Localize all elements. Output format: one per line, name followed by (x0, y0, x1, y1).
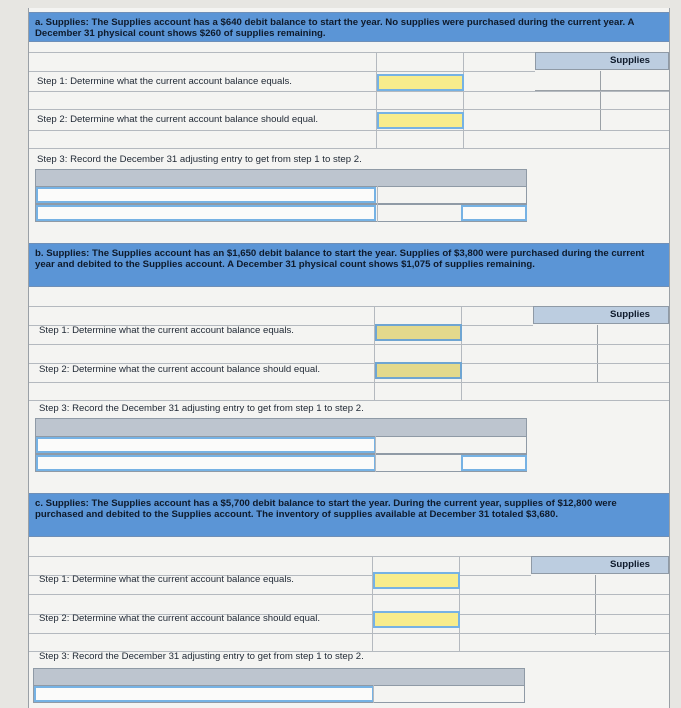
section-b-journal-account-input[interactable] (36, 455, 376, 471)
section-b-t-account-divider (597, 325, 598, 383)
gridline (29, 382, 669, 383)
section-b-header-text: b. Supplies: The Supplies account has an $1,650 debit balance to start the year. Supplies of $3,800 were purchased during the current year and debited to the Supplies account. A December 31 physical count shows $1,075 of supplies remaining. (35, 248, 645, 270)
section-b-step2-input[interactable] (375, 362, 462, 379)
section-c-step3-label: Step 3: Record the December 31 adjusting entry to get from step 1 to step 2. (39, 651, 364, 662)
section-a-step2-label: Step 2: Determine what the current account balance should equal. (37, 114, 319, 125)
gridline (29, 594, 669, 595)
section-a-journal-amount-input[interactable] (461, 205, 527, 221)
section-a-step2-input[interactable] (377, 112, 464, 129)
section-a-journal-account-input[interactable] (36, 205, 376, 221)
gridline (29, 109, 669, 110)
gridline (29, 633, 669, 634)
section-b-journal-amount-input[interactable] (461, 455, 527, 471)
gridline (459, 556, 460, 651)
gridline (373, 685, 374, 703)
section-a-step1-input[interactable] (377, 74, 464, 91)
section-b-journal-header (35, 418, 527, 437)
section-b-step2-label: Step 2: Determine what the current account balance should equal. (39, 364, 321, 375)
gridline (29, 71, 535, 72)
section-b-t-account-title (533, 306, 669, 324)
gridline (29, 91, 669, 92)
section-c-header (29, 493, 669, 537)
gridline (29, 148, 669, 149)
gridline (463, 52, 464, 148)
gridline (29, 306, 533, 307)
gridline (29, 52, 535, 53)
gridline (377, 186, 378, 222)
section-c-step2-input[interactable] (373, 611, 460, 628)
section-b-step1-input[interactable] (375, 324, 462, 341)
section-a-header (29, 12, 669, 42)
section-c-header-text: c. Supplies: The Supplies account has a $5,700 debit balance to start the year. During the current year, supplies of $12,800 were purchased and debited to the Supplies account. The inventory of supplies available at December 31 totaled $3,680. (35, 498, 617, 520)
section-a-step3-label: Step 3: Record the December 31 adjusting entry to get from step 1 to step 2. (37, 154, 362, 165)
section-c-step1-input[interactable] (373, 572, 460, 589)
section-a-t-account-divider (600, 71, 601, 131)
section-b-journal-account-input[interactable] (36, 437, 376, 453)
gridline (375, 436, 376, 472)
gridline (376, 52, 377, 148)
section-a-step1-label: Step 1: Determine what the current account balance equals. (37, 76, 292, 87)
worksheet (28, 8, 670, 708)
section-a-t-account-title (535, 52, 669, 70)
t-account-title-text: Supplies (610, 559, 650, 570)
gridline (29, 556, 531, 557)
section-a-journal-account-input[interactable] (36, 187, 376, 203)
gridline (29, 344, 669, 345)
gridline (29, 130, 669, 131)
section-c-step2-label: Step 2: Determine what the current account balance should equal. (39, 613, 321, 624)
section-b-step3-label: Step 3: Record the December 31 adjusting entry to get from step 1 to step 2. (39, 403, 364, 414)
gridline (374, 306, 375, 400)
t-account-title-text: Supplies (610, 55, 650, 66)
section-c-t-account-divider (595, 575, 596, 635)
section-b-header (29, 243, 669, 287)
gridline (372, 556, 373, 651)
gridline (461, 306, 462, 400)
section-c-step1-label: Step 1: Determine what the current account balance equals. (39, 574, 294, 585)
gridline (29, 400, 669, 401)
section-a-header-text: a. Supplies: The Supplies account has a $640 debit balance to start the year. No supplies were purchased during the current year. A December 31 physical count shows $260 of supplies remaining. (35, 17, 635, 39)
t-account-title-text: Supplies (610, 309, 650, 320)
section-b-step1-label: Step 1: Determine what the current account balance equals. (39, 325, 294, 336)
section-c-t-account-title (531, 556, 669, 574)
